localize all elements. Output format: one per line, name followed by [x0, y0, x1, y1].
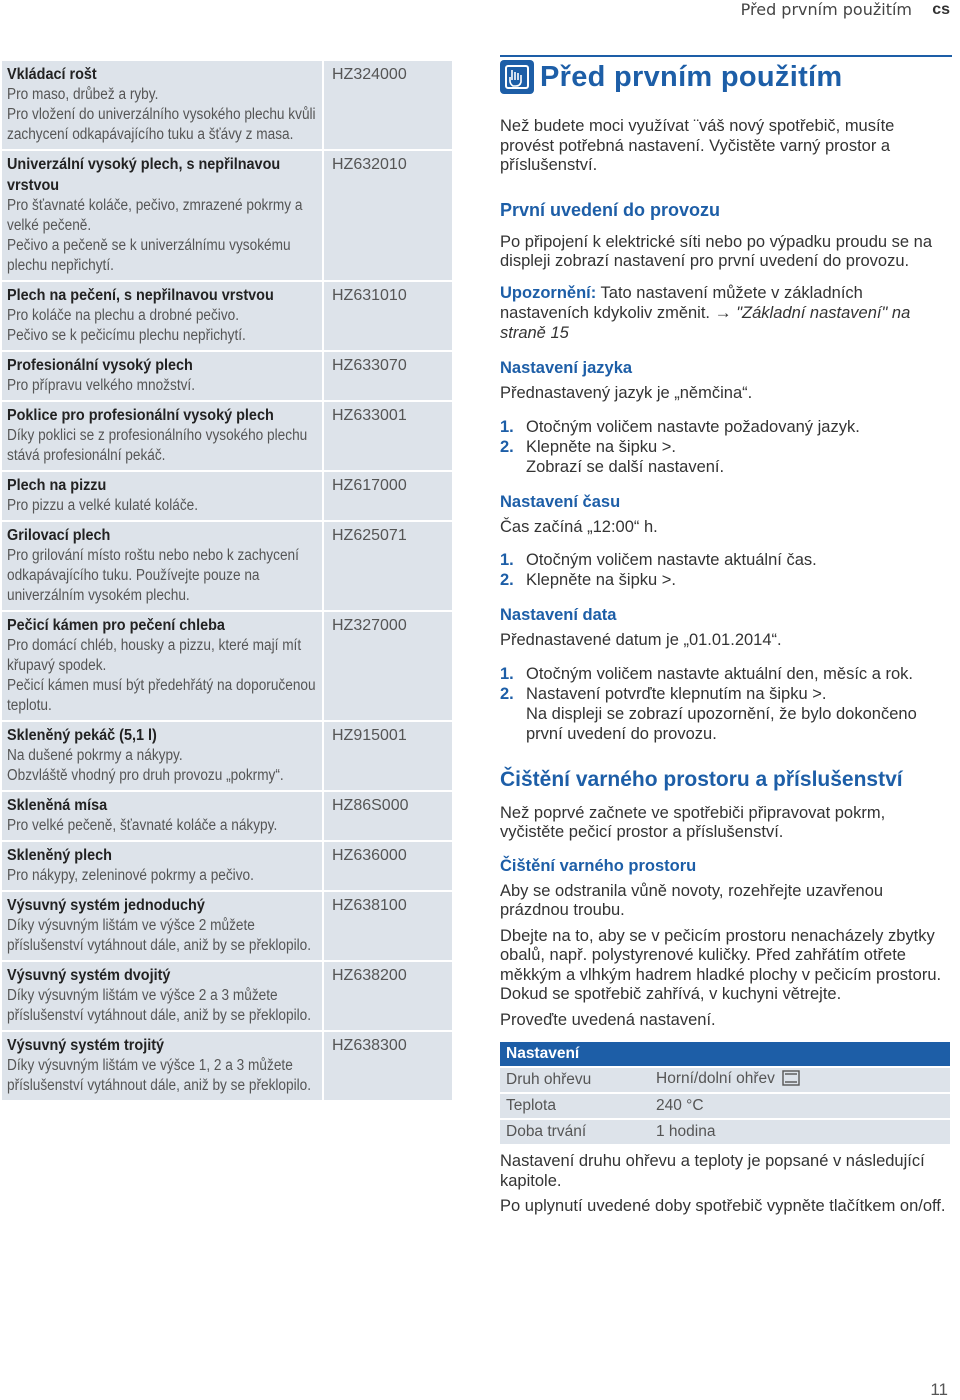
accessory-code-cell	[324, 472, 452, 520]
accessory-code-cell	[324, 151, 452, 280]
table-cell: 240 °C	[650, 1092, 950, 1118]
accessory-description: Pro grilování místo roštu nebo nebo k zachycení odkapávajícího tuku. Používejte pouze na univerzálním vysokém plechu.	[7, 547, 299, 604]
accessory-description: Pro vložení do univerzálního vysokého plechu kvůli zachycení odkapávajícího tuku a šťávy z masa.	[7, 106, 316, 143]
accessory-code-cell	[324, 842, 452, 890]
accessory-description-cell	[2, 402, 324, 470]
accessory-description: Na dušené pokrmy a nákypy.	[7, 747, 183, 764]
list-item: Zobrazí se další nastavení.	[526, 457, 725, 476]
table-row	[500, 1092, 950, 1118]
accessory-description-cell	[2, 282, 324, 350]
page-title: Před prvním použitím	[540, 60, 843, 93]
accessory-name: Pečicí kámen pro pečení chleba	[7, 617, 225, 634]
accessory-code-cell	[324, 282, 452, 350]
table-cell: Teplota	[500, 1092, 650, 1118]
accessory-code: HZ632010	[332, 156, 407, 173]
table-row	[500, 1066, 950, 1092]
accessory-code: HZ638300	[332, 1037, 407, 1054]
header-language: cs	[932, 1, 950, 18]
accessory-code-cell	[324, 892, 452, 960]
accessory-description: Pro pizzu a velké kulaté koláče.	[7, 497, 199, 514]
arrow-right-icon: →	[714, 303, 732, 322]
settings-table	[500, 1042, 950, 1144]
accessory-name: Univerzální vysoký plech, s nepřilnavou vrstvou	[7, 156, 281, 194]
right-column	[500, 55, 952, 1217]
time-text: Čas začíná „12:00“ h.	[500, 517, 658, 536]
accessory-description: Díky výsuvným lištám ve výšce 1, 2 a 3 můžete příslušenství vytáhnout dále, aniž by se překlopilo.	[7, 1057, 312, 1094]
accessory-code-cell	[324, 61, 452, 149]
accessory-name: Plech na pizzu	[7, 477, 107, 494]
table-cell: Doba trvání	[500, 1118, 650, 1144]
accessory-description: Pro přípravu velkého množství.	[7, 377, 196, 394]
language-text: Přednastavený jazyk je „němčina“.	[500, 384, 753, 402]
table-row	[2, 352, 452, 402]
accessory-description-cell	[2, 962, 324, 1030]
accessory-description: Díky výsuvným lištám ve výšce 2 můžete příslušenství vytáhnout dále, aniž by se překlopilo.	[7, 917, 312, 954]
accessory-description-cell	[2, 792, 324, 840]
table-row	[2, 842, 452, 892]
table-row	[2, 792, 452, 842]
table-row	[2, 472, 452, 522]
accessory-description: Pro domácí chléb, housky a pizzu, které mají mít křupavý spodek.	[7, 637, 302, 674]
date-heading: Nastavení data	[500, 606, 617, 624]
language-steps	[500, 417, 952, 477]
table-row	[2, 522, 452, 612]
note-label: Upozornění:	[500, 283, 597, 302]
list-item: Na displeji se zobrazí upozornění, že bylo dokončeno první uvedení do provozu.	[526, 704, 917, 743]
table-row	[2, 1032, 452, 1102]
accessory-description-cell	[2, 612, 324, 720]
list-item: 2. Klepněte na šipku >.	[500, 571, 676, 589]
list-item: 2. Nastavení potvrďte klepnutím na šipku >.	[500, 684, 827, 703]
page-header	[0, 0, 960, 24]
accessory-code-cell	[324, 962, 452, 1030]
accessory-code: HZ324000	[332, 66, 407, 83]
table-row	[2, 151, 452, 282]
accessory-description-cell	[2, 522, 324, 610]
accessory-description: Pečivo a pečeně se k univerzálnímu vysokému plechu nepřichytí.	[7, 237, 291, 274]
accessory-description: Pro koláče na plechu a drobné pečivo.	[7, 307, 240, 324]
date-text: Přednastavené datum je „01.01.2014“.	[500, 631, 782, 649]
table-cell: 1 hodina	[650, 1118, 950, 1144]
accessory-table	[2, 61, 452, 1102]
cleaning-subheading: Čištění varného prostoru	[500, 856, 697, 875]
accessory-code: HZ631010	[332, 287, 407, 304]
cleaning-heading: Čištění varného prostoru a příslušenství	[500, 767, 903, 791]
table-row	[2, 892, 452, 962]
table-row	[2, 962, 452, 1032]
accessory-code: HZ633070	[332, 357, 407, 374]
list-item: 1. Otočným voličem nastavte aktuální den, měsíc a rok.	[500, 664, 914, 683]
accessory-code: HZ327000	[332, 617, 407, 634]
accessory-code: HZ633001	[332, 407, 407, 424]
cleaning-p3: Proveďte uvedená nastavení.	[500, 1010, 716, 1029]
accessory-description-cell	[2, 61, 324, 149]
note-reference: "Základní nastavení" na straně 15	[500, 304, 911, 342]
accessory-name: Poklice pro profesionální vysoký plech	[7, 407, 274, 424]
list-item: 1. Otočným voličem nastavte aktuální čas.	[500, 551, 817, 569]
intro-text: Než budete moci využívat ¨váš nový spotřebič, musíte provést potřebná nastavení. Vyčistěte varný prostor a příslušenství.	[500, 117, 895, 174]
header-title: Před prvním použitím	[740, 0, 912, 19]
accessory-name: Grilovací plech	[7, 527, 111, 544]
accessory-code: HZ638100	[332, 897, 407, 914]
accessory-description-cell	[2, 892, 324, 960]
accessory-code-cell	[324, 402, 452, 470]
cleaning-p5: Po uplynutí uvedené doby spotřebič vypněte tlačítkem on/off.	[500, 1197, 946, 1215]
list-item: 2. Klepněte na šipku >.	[500, 437, 676, 456]
section-heading	[500, 55, 952, 95]
accessory-description: Pečivo se k pečicímu plechu nepřichytí.	[7, 327, 246, 344]
accessory-name: Vkládací rošt	[7, 66, 97, 83]
accessory-name: Skleněný plech	[7, 847, 112, 864]
cleaning-text: Než poprvé začnete ve spotřebiči připravovat pokrm, vyčistěte pečicí prostor a příslušenství.	[500, 803, 886, 841]
accessory-name: Výsuvný systém dvojitý	[7, 967, 171, 984]
accessory-code: HZ915001	[332, 727, 407, 744]
language-heading: Nastavení jazyka	[500, 359, 633, 377]
table-row	[2, 61, 452, 151]
table-row	[2, 722, 452, 792]
first-use-heading: První uvedení do provozu	[500, 199, 721, 220]
accessory-description: Díky výsuvným lištám ve výšce 2 a 3 můžete příslušenství vytáhnout dále, aniž by se překlopilo.	[7, 987, 312, 1024]
accessory-code: HZ638200	[332, 967, 407, 984]
accessory-description: Pro nákypy, zeleninové pokrmy a pečivo.	[7, 867, 254, 884]
date-steps	[500, 664, 952, 744]
accessory-name: Skleněný pekáč (5,1 l)	[7, 727, 157, 744]
accessory-code-cell	[324, 792, 452, 840]
list-item: 1. Otočným voličem nastavte požadovaný jazyk.	[500, 417, 860, 436]
first-use-text: Po připojení k elektrické síti nebo po výpadku proudu se na displeji zobrazí nastavení pro první uvedení do provozu.	[500, 232, 933, 270]
accessory-description: Pro šťavnaté koláče, pečivo, zmrazené pokrmy a velké pečeně.	[7, 197, 303, 234]
top-bottom-heat-icon	[782, 1070, 800, 1091]
accessory-name: Výsuvný systém jednoduchý	[7, 897, 205, 914]
accessory-description-cell	[2, 352, 324, 400]
note-text: Tato nastavení můžete v základních nastaveních kdykoliv změnit.	[500, 283, 863, 322]
cleaning-p1: Aby se odstranila vůně novoty, rozehřejte uzavřenou prázdnou troubu.	[500, 881, 884, 919]
accessory-code-cell	[324, 352, 452, 400]
accessory-description-cell	[2, 1032, 324, 1100]
accessory-name: Profesionální vysoký plech	[7, 357, 193, 374]
accessory-name: Plech na pečení, s nepřilnavou vrstvou	[7, 287, 274, 304]
page-number: 11	[930, 1380, 948, 1399]
table-cell: Druh ohřevu	[500, 1066, 650, 1092]
accessory-code-cell	[324, 1032, 452, 1100]
hand-pointer-icon	[500, 60, 534, 94]
accessory-description: Díky poklici se z profesionálního vysokého plechu stává profesionální pekáč.	[7, 427, 308, 464]
accessory-code-cell	[324, 722, 452, 790]
accessory-description: Pro velké pečeně, šťavnaté koláče a nákypy.	[7, 817, 278, 834]
accessory-description-cell	[2, 151, 324, 280]
accessory-code-cell	[324, 522, 452, 610]
time-heading: Nastavení času	[500, 492, 621, 511]
accessory-code-cell	[324, 612, 452, 720]
accessory-code: HZ636000	[332, 847, 407, 864]
accessory-name: Skleněná mísa	[7, 797, 108, 814]
note	[500, 284, 952, 344]
cleaning-p4: Nastavení druhu ohřevu a teploty je popsané v následující kapitole.	[500, 1152, 925, 1190]
time-steps	[500, 550, 952, 590]
accessory-description: Pro maso, drůbež a ryby.	[7, 86, 159, 103]
accessory-description-cell	[2, 722, 324, 790]
table-row	[500, 1118, 950, 1144]
table-row	[2, 612, 452, 722]
cleaning-p2: Dbejte na to, aby se v pečicím prostoru nenacházely zbytky obalů, např. polystyrenové kuličky. Před zahřátím otřete měkkým a vlhkým hadrem hladké plochy v pečicím prostoru. Dokud se spotřebič zahřívá, v kuchyni větrejte.	[500, 926, 942, 1003]
accessory-code: HZ625071	[332, 527, 407, 544]
accessory-description: Pečicí kámen musí být předehřátý na doporučenou teplotu.	[7, 677, 316, 714]
settings-table-header: Nastavení	[500, 1042, 950, 1066]
accessory-description-cell	[2, 472, 324, 520]
accessory-description-cell	[2, 842, 324, 890]
table-row	[2, 282, 452, 352]
accessory-code: HZ86S000	[332, 797, 409, 814]
accessory-description: Obzvláště vhodný pro druh provozu „pokrmy“.	[7, 767, 284, 784]
accessory-name: Výsuvný systém trojitý	[7, 1037, 165, 1054]
accessory-code: HZ617000	[332, 477, 407, 494]
table-cell: Horní/dolní ohřev	[650, 1066, 950, 1092]
table-row	[2, 402, 452, 472]
